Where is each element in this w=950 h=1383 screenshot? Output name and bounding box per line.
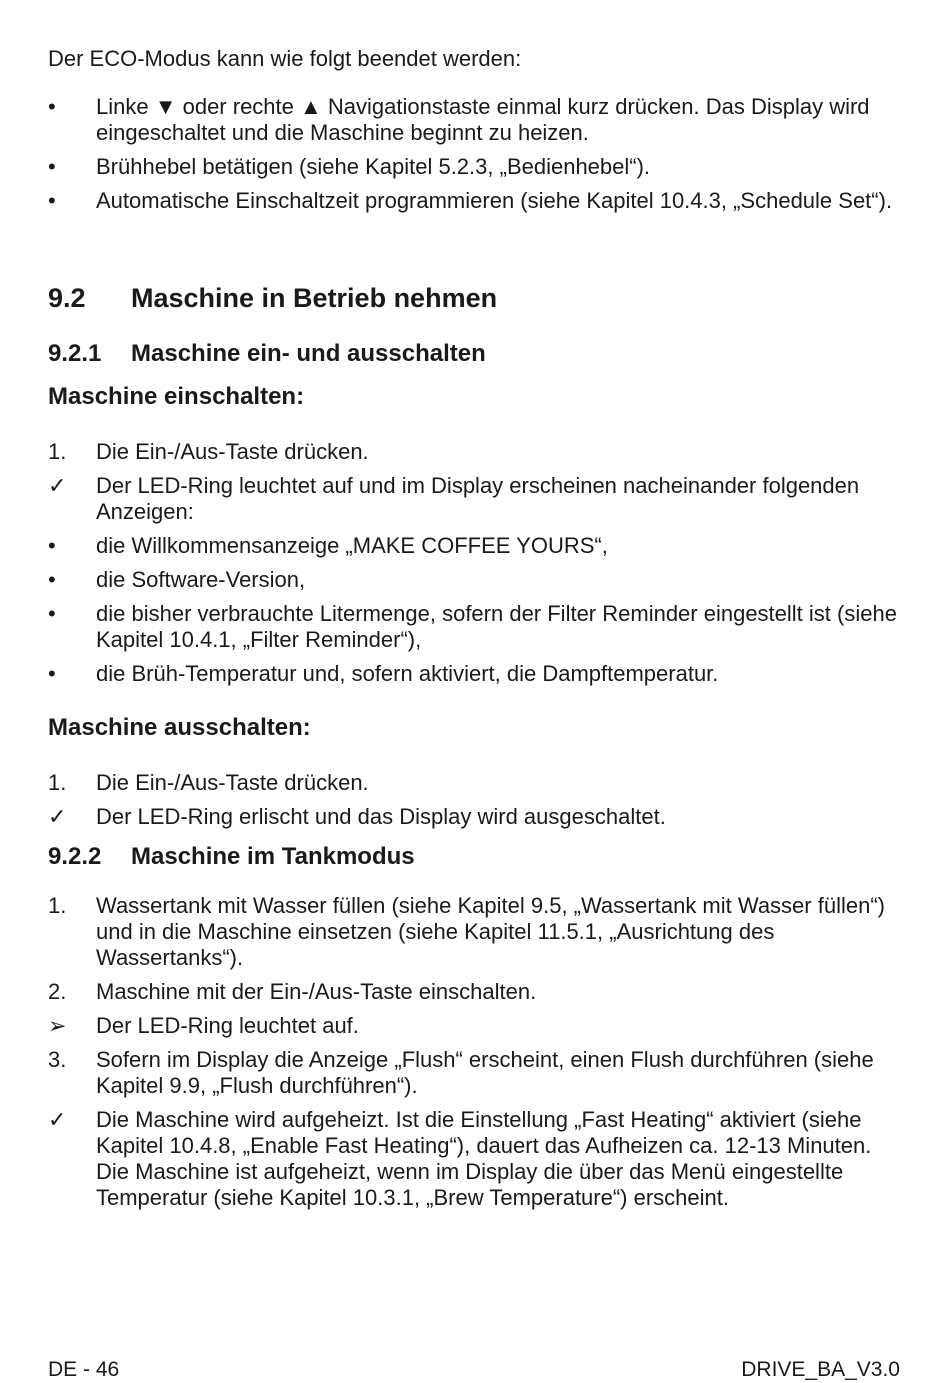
list-item-text: die bisher verbrauchte Litermenge, sofern der Filter Reminder eingestellt ist (siehe Kapitel 10.4.1, „Filter Reminder“),: [96, 601, 897, 652]
subsection-title: Maschine im Tankmodus: [131, 843, 415, 870]
list-item-text: die Brüh-Temperatur und, sofern aktiviert, die Dampftemperatur.: [96, 661, 719, 686]
off-list: [48, 770, 898, 830]
bullet-marker: •: [48, 154, 56, 179]
step-marker: 1.: [48, 439, 67, 464]
list-item: [48, 661, 898, 687]
list-item: [48, 1013, 898, 1039]
list-item: [48, 1047, 898, 1099]
on-heading: Maschine einschalten:: [48, 383, 305, 410]
tank-list: [48, 893, 898, 1211]
bullet-marker: •: [48, 661, 56, 686]
list-item: [48, 601, 898, 653]
check-marker: ✓: [48, 473, 67, 498]
bullet-marker: •: [48, 567, 56, 592]
document-version: DRIVE_BA_V3.0: [741, 1358, 900, 1381]
check-marker: ✓: [48, 1107, 67, 1132]
list-item: [48, 154, 898, 180]
subsection-title: Maschine ein- und ausschalten: [131, 340, 486, 367]
list-item-text: Die Ein-/Aus-Taste drücken.: [96, 770, 369, 795]
list-item: [48, 188, 898, 214]
list-item: [48, 533, 898, 559]
subsection-heading: [48, 340, 486, 368]
list-item-text: Die Ein-/Aus-Taste drücken.: [96, 439, 369, 464]
list-item-text: Sofern im Display die Anzeige „Flush“ erscheint, einen Flush durchführen (siehe Kapitel 9.9, „Flush durchführen“).: [96, 1047, 874, 1098]
list-item-text: Brühhebel betätigen (siehe Kapitel 5.2.3, „Bedienhebel“).: [96, 154, 651, 179]
step-marker: 1.: [48, 893, 67, 918]
list-item-text: Maschine mit der Ein-/Aus-Taste einschalten.: [96, 979, 537, 1004]
list-item: [48, 473, 898, 525]
list-item-text: die Willkommensanzeige „MAKE COFFEE YOURS“,: [96, 533, 608, 558]
list-item: [48, 1107, 898, 1211]
list-item-text: Automatische Einschaltzeit programmieren (siehe Kapitel 10.4.3, „Schedule Set“).: [96, 188, 893, 213]
bullet-marker: •: [48, 533, 56, 558]
intro-text: Der ECO-Modus kann wie folgt beendet werden:: [48, 46, 522, 71]
subsection-number: 9.2.2: [48, 843, 102, 870]
list-item-text: Der LED-Ring leuchtet auf und im Display erscheinen nacheinander folgenden Anzeigen:: [96, 473, 860, 524]
eco-list: [48, 94, 898, 214]
step-marker: 2.: [48, 979, 67, 1004]
list-item: [48, 567, 898, 593]
bullet-marker: •: [48, 94, 56, 119]
list-item: [48, 804, 898, 830]
arrow-marker: ➢: [48, 1013, 67, 1038]
list-item: [48, 979, 898, 1005]
off-heading: Maschine ausschalten:: [48, 714, 311, 741]
subsection-number: 9.2.1: [48, 340, 102, 367]
step-marker: 1.: [48, 770, 67, 795]
section-title: Maschine in Betrieb nehmen: [131, 283, 498, 313]
section-number: 9.2: [48, 283, 86, 313]
list-item-text: Der LED-Ring leuchtet auf.: [96, 1013, 359, 1038]
subsection-heading: [48, 843, 415, 871]
list-item-text: die Software-Version,: [96, 567, 306, 592]
list-item: [48, 439, 898, 465]
list-item-text: Linke ▼ oder rechte ▲ Navigationstaste einmal kurz drücken. Das Display wird eingeschaltet und die Maschine beginnt zu heizen.: [96, 94, 870, 145]
list-item: [48, 893, 898, 971]
on-list: [48, 439, 898, 687]
bullet-marker: •: [48, 188, 56, 213]
list-item-text: Wassertank mit Wasser füllen (siehe Kapitel 9.5, „Wassertank mit Wasser füllen“) und in die Maschine einsetzen (siehe Kapitel 11.5.1, „Ausrichtung des Wassertanks“).: [96, 893, 885, 970]
list-item-text: Der LED-Ring erlischt und das Display wird ausgeschaltet.: [96, 804, 666, 829]
check-marker: ✓: [48, 804, 67, 829]
list-item-text: Die Maschine wird aufgeheizt. Ist die Einstellung „Fast Heating“ aktiviert (siehe Kapitel 10.4.8, „Enable Fast Heating“), dauert das Aufheizen ca. 12-13 Minuten. Die Maschine ist aufgeheizt, wenn im Display die über das Menü eingestellte Temperatur (siehe Kapitel 10.3.1, „Brew Temperature“) erscheint.: [96, 1107, 872, 1210]
bullet-marker: •: [48, 601, 56, 626]
list-item: [48, 770, 898, 796]
list-item: [48, 94, 898, 146]
step-marker: 3.: [48, 1047, 67, 1072]
section-heading: [48, 282, 497, 314]
page-number: DE - 46: [48, 1358, 120, 1381]
